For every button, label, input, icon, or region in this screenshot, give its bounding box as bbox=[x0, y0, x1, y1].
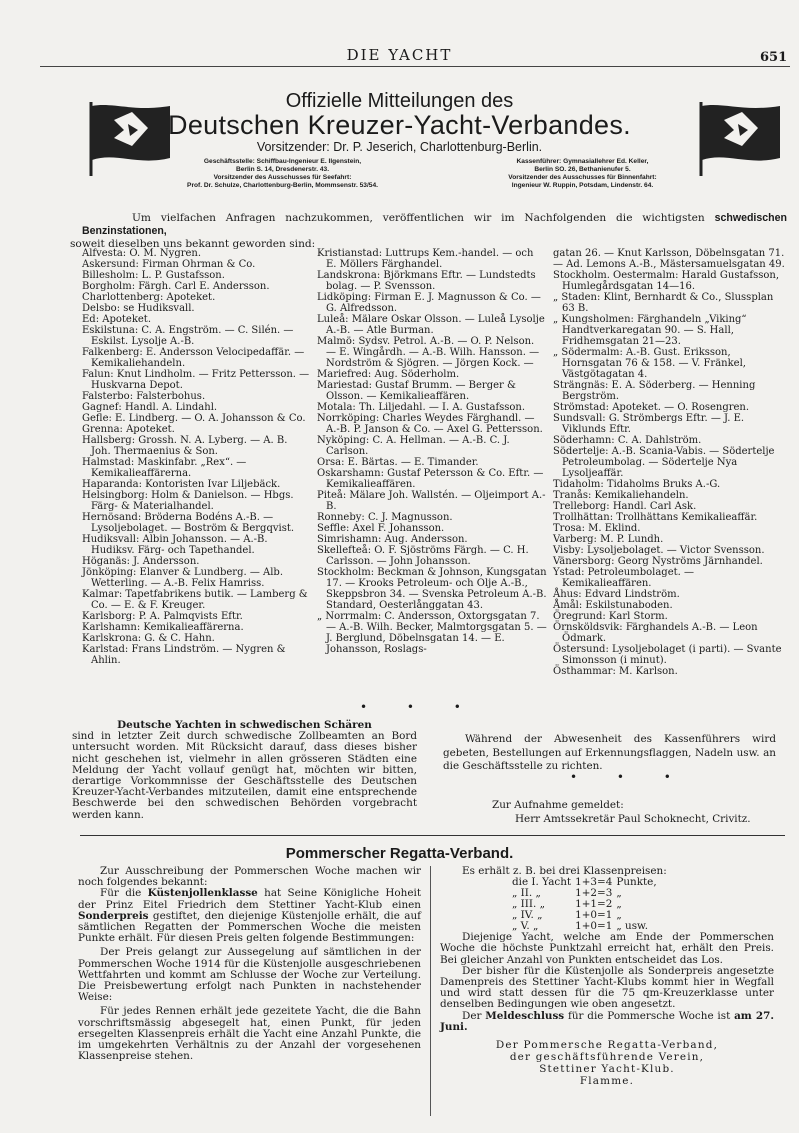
points-calc: 1+1=2 bbox=[575, 898, 613, 911]
station-entry: Östersund: Lysoljebolaget (i parti). — Svante Simonsson (i minut). bbox=[553, 644, 782, 666]
station-entry: Landskrona: Björkmans Eftr. — Lundstedts bolag. — P. Svensson. bbox=[317, 270, 536, 292]
station-entry: Östhammar: M. Karlson. bbox=[553, 666, 678, 677]
station-entry: Eskilstuna: C. A. Engström. — C. Silén. — Eskilst. Lysolje A.-B. bbox=[82, 325, 294, 347]
station-entry: Gagnef: Handl. A. Lindahl. bbox=[82, 402, 218, 413]
station-entry: Seffle: Axel F. Johansson. bbox=[317, 523, 445, 534]
station-entry: Stockholm. Oestermalm: Harald Gustafsson, Humlegårdsgatan 14—16. bbox=[553, 270, 780, 292]
regatta-right-column: Es erhält z. B. bei drei Klassenpreisen: die I. Yacht 1+3=4 Punkte, „ II. „ 1+2=3 „ „ III. „ 1+1=2 „ „ IV. „ 1+0=1 „ „ V. „ 1+0=1 „ usw. Diejenige Yacht, welche am Ende der Pommerschen Woche die höchste Punktzahl erreicht hat, erhält den Preis. Bei gleicher Anzahl von Punkten entscheidet das Los. Der bisher für die Küstenjolle als Sonderpreis angesetzte Damenpreis des Stettiner Yacht-Klubs kommt hier in Wegfall und wird statt dessen für die 75 qm-Kreuzerklasse unter denselben Bedingungen wie oben angesetzt. Der Meldeschluss für die Pommersche Woche ist am 27. Juni. Der Pommersche Regatta-Verband, der geschäftsführende Verein, Stettiner Yacht-Klub. Flamme. bbox=[440, 865, 775, 1088]
station-entry: Varberg: M. P. Lundh. bbox=[553, 534, 664, 545]
station-entry: Skellefteå: O. F. Sjöströms Färgh. — C. H. Carlsson. — John Johansson. bbox=[317, 545, 529, 567]
station-entry: Simrishamn: Aug. Andersson. bbox=[317, 534, 468, 545]
station-entry: Falun: Knut Lindholm. — Fritz Pettersson. — Huskvarna Depot. bbox=[82, 369, 310, 391]
points-calc: 1+2=3 bbox=[575, 887, 613, 900]
station-entry: Mariefred: Aug. Söderholm. bbox=[317, 369, 460, 380]
aufnahme-label: Zur Aufnahme gemeldet: bbox=[492, 799, 624, 811]
masthead-line1: Offizielle Mitteilungen des bbox=[285, 90, 514, 112]
station-entry: „ Norrmalm: C. Andersson, Oxtorgsgatan 7. — A.-B. Wilh. Becker, Malmtorgsgatan 5. — J. Berglund, Döbelnsgatan 14. — E. Johansson, Roslags- bbox=[317, 611, 547, 655]
station-entry: Askersund: Firman Ohrman & Co. bbox=[82, 259, 256, 270]
station-entry: Delsbo: se Hudiksvall. bbox=[82, 303, 195, 314]
station-entry: Charlottenberg: Apoteket. bbox=[82, 292, 216, 303]
station-entry: Kristianstad: Luttrups Kem.-handel. — och E. Möllers Färghandel. bbox=[317, 248, 534, 270]
station-entry: Mariestad: Gustaf Brumm. — Berger & Olsson. — Kemikalieaffären. bbox=[317, 380, 516, 402]
kuestenjollenklasse: Küstenjollenklasse bbox=[147, 887, 258, 900]
header-rule bbox=[40, 66, 790, 67]
station-entry: „ Södermalm: A.-B. Gust. Eriksson, Hornsgatan 76 & 158. — V. Fränkel, Västgötagatan 4. bbox=[553, 347, 746, 380]
station-entry: Piteå: Mälare Joh. Wallstén. — Oljeimport A.-B. bbox=[317, 490, 546, 512]
running-header: DIE YACHT bbox=[346, 46, 453, 64]
station-entry: Helsingborg: Holm & Danielson. — Hbgs. Färg- & Materialhandel. bbox=[82, 490, 294, 512]
points-calc: 1+0=1 bbox=[575, 920, 613, 933]
station-entry: Strömstad: Apoteket. — O. Rosengren. bbox=[553, 402, 750, 413]
station-entry: Karlstad: Frans Lindström. — Nygren & Ahlin. bbox=[82, 644, 286, 666]
aufnahme-name: Herr Amtssekretär Paul Schoknecht, Crivitz. bbox=[515, 813, 751, 825]
regatta-title: Pommerscher Regatta-Verband. bbox=[285, 845, 514, 862]
points-suffix: „ bbox=[616, 909, 622, 922]
points-suffix: „ bbox=[616, 887, 622, 900]
column-rule bbox=[430, 866, 431, 1116]
station-entry: Trosa: M. Eklind. bbox=[553, 523, 641, 534]
station-entry: Hudiksvall: Albin Johansson. — A.-B. Hudiksv. Färg- och Tapethandel. bbox=[82, 534, 268, 556]
station-entry: Höganäs: J. Andersson. bbox=[82, 556, 200, 567]
station-entry: Luleå: Mälare Oskar Olsson. — Luleå Lysolje A.-B. — Atle Burman. bbox=[317, 314, 545, 336]
station-column-2 bbox=[317, 248, 547, 655]
station-entry: Falsterbo: Falsterbohus. bbox=[82, 391, 206, 402]
points-label: „ III. „ bbox=[512, 898, 545, 911]
points-suffix: „ usw. bbox=[616, 920, 649, 933]
station-entry: Tranås: Kemikaliehandeln. bbox=[553, 490, 689, 501]
station-entry: Oskarshamn: Gustaf Petersson & Co. Eftr. — Kemikalieaffären. bbox=[317, 468, 544, 490]
points-label: „ II. „ bbox=[512, 887, 541, 900]
station-entry: Ystad: Petroleumbolaget. — Kemikalieaffären. bbox=[553, 567, 694, 589]
station-entry: Åmål: Eskilstunaboden. bbox=[553, 600, 673, 611]
regatta-left-column: Zur Ausschreibung der Pommerschen Woche machen wir noch folgendes bekannt: Für die Küstenjollenklasse hat Seine Königliche Hoheit der Prinz Eitel Friedrich dem Stettiner Yacht-Klub einen Sonderpreis gestiftet, den diejenige Küstenjolle erhält, die auf sämtlichen Regatten der Pommerschen Woche die meisten Punkte erhält. Für diesen Preis gelten folgende Bestimmungen: Der Preis gelangt zur Aussegelung auf sämtlichen in der Pommerschen Woche 1914 für die Küstenjolle ausgeschriebenen Wettfahrten und kommt am Schlusse der Woche zur Verteilung. Die Preisbewertung erfolgt nach Punkten in nachstehender Weise: Für jedes Rennen erhält jede gezeitete Yacht, die die Bahn vorschriftsmässig abgesegelt hat, einen Punkt, für jeden ersegelten Klassenpreis erhält die Yacht eine Anzahl Punkte, die im umgekehrten Verhältnis zu der Anzahl der vorgesehenen Klassenpreise stehen. bbox=[78, 865, 421, 1063]
station-entry: Åhus: Edvard Lindström. bbox=[553, 589, 680, 600]
station-entry: Nyköping: C. A. Hellman. — A.-B. C. J. Carlson. bbox=[317, 435, 510, 457]
schaeren-notice bbox=[72, 720, 417, 821]
station-entry: Malmö: Sydsv. Petrol. A.-B. — O. P. Nelson. — E. Wingårdh. — A.-B. Wilh. Hansson. — Nordström & Sjögren. — Jörgen Kock. — bbox=[317, 336, 540, 369]
intro-highlight: schwedischen Benzinstationen, bbox=[82, 212, 787, 237]
separator-dots-2: • • • bbox=[570, 770, 689, 784]
station-entry: Hallsberg: Grossh. N. A. Lyberg. — A. B. Joh. Thermaenius & Son. bbox=[82, 435, 288, 457]
station-entry: Norrköping: Charles Weydes Färghandl. — A.-B. P. Janson & Co. — Axel G. Pettersson. bbox=[317, 413, 543, 435]
station-entry: Orsa: E. Bärtas. — E. Timander. bbox=[317, 457, 479, 468]
station-entry: Lidköping: Firman E. J. Magnusson & Co. — G. Alfredsson. bbox=[317, 292, 541, 314]
station-entry: Alfvesta: O. M. Nygren. bbox=[82, 248, 202, 259]
station-entry: gatan 26. — Knut Karlsson, Döbelnsgatan 71. — Ad. Lemons A.-B., Mästersamuelsgatan 49. bbox=[553, 248, 785, 270]
station-column-1 bbox=[82, 248, 310, 666]
station-entry: Öregrund: Karl Storm. bbox=[553, 611, 668, 622]
station-entry: Örnsköldsvik: Färghandels A.-B. — Leon Ödmark. bbox=[553, 622, 758, 644]
station-entry: Ed: Apoteket. bbox=[82, 314, 152, 325]
station-entry: Billesholm: L. P. Gustafsson. bbox=[82, 270, 225, 281]
station-entry: Trelleborg: Handl. Carl Ask. bbox=[553, 501, 697, 512]
schaeren-heading: Deutsche Yachten in schwedischen Schären bbox=[117, 719, 372, 731]
station-entry: Kalmar: Tapetfabrikens butik. — Lamberg & Co. — E. & F. Kreuger. bbox=[82, 589, 308, 611]
station-entry: Tidaholm: Tidaholms Bruks A.-G. bbox=[553, 479, 721, 490]
station-entry: Ronneby: C. J. Magnusson. bbox=[317, 512, 453, 523]
station-column-3 bbox=[553, 248, 785, 677]
points-suffix: Punkte, bbox=[616, 876, 657, 889]
station-entry: Visby: Lysoljebolaget. — Victor Svensson. bbox=[553, 545, 765, 556]
regatta-signature: Der Pommersche Regatta-Verband, der geschäftsführende Verein, Stettiner Yacht-Klub. Flamme. bbox=[495, 1039, 719, 1088]
station-entry: Haparanda: Kontoristen Ivar Liljebäck. bbox=[82, 479, 281, 490]
station-entry: Karlsborg: P. A. Palmqvists Eftr. bbox=[82, 611, 243, 622]
station-entry: Karlshamn: Kemikalieaffärerna. bbox=[82, 622, 244, 633]
separator-dots: • • • bbox=[360, 700, 479, 714]
station-entry: Gefle: E. Lindberg. — O. A. Johansson & Co. bbox=[82, 413, 306, 424]
station-entry: Jönköping: Elanver & Lundberg. — Alb. Wetterling. — A.-B. Felix Hamriss. bbox=[82, 567, 284, 589]
station-entry: Motala: Th. Liljedahl. — I. A. Gustafsson. bbox=[317, 402, 526, 413]
station-entry: Karlskrona: G. & C. Hahn. bbox=[82, 633, 215, 644]
station-entry: „ Staden: Klint, Bernhardt & Co., Slussplan 63 B. bbox=[553, 292, 774, 314]
station-entry: Söderhamn: C. A. Dahlström. bbox=[553, 435, 702, 446]
sonderpreis: Sonderpreis bbox=[78, 909, 149, 922]
masthead-chair: Vorsitzender: Dr. P. Jeserich, Charlottenburg-Berlin. bbox=[256, 140, 543, 154]
station-entry: Halmstad: Maskinfabr. „Rex“. — Kemikalieaffärerna. bbox=[82, 457, 247, 479]
points-calc: 1+3=4 bbox=[575, 876, 613, 889]
points-table bbox=[510, 877, 659, 932]
station-entry: Stockholm: Beckman & Johnson, Kungsgatan 17. — Krooks Petroleum- och Olje A.-B., Skeppsbron 34. — Svenska Petroleum A.-B. Standard, Oesterlånggatan 43. bbox=[317, 567, 547, 611]
points-label: die I. Yacht bbox=[512, 876, 572, 889]
officers-left: Geschäftsstelle: Schiffbau-Ingenieur E. Ilgenstein, Berlin S. 14, Dresdenerstr. 43. Vorsitzender des Ausschusses für Seefahrt: Prof. Dr. Schulze, Charlottenburg-Berlin, Mommsenstr. 53/54. bbox=[187, 158, 378, 189]
station-entry: Sundsvall: G. Strömbergs Eftr. — J. E. Viklunds Eftr. bbox=[553, 413, 745, 435]
station-entry: Trollhättan: Trollhättans Kemikalieaffär. bbox=[553, 512, 758, 523]
station-entry: „ Kungsholmen: Färghandeln „Viking“ Handtverkaregatan 90. — S. Hall, Fridhemsgatan 21—23. bbox=[553, 314, 747, 347]
station-entry: Vänersborg: Georg Nyströms Järnhandel. bbox=[553, 556, 763, 567]
station-entry: Södertelje: A.-B. Scania-Vabis. — Södertelje Petroleumbolag. — Södertelje Nya Lysoljeaffär. bbox=[553, 446, 775, 479]
station-entry: Hernösand: Bröderna Bodéns A.-B. — Lysoljebolaget. — Boström & Bergqvist. bbox=[82, 512, 295, 534]
kasse-notice: Während der Abwesenheit des Kassenführers wird gebeten, Bestellungen auf Erkennungsflaggen, Nadeln usw. an die Geschäftsstelle zu richten. bbox=[443, 733, 776, 773]
points-calc: 1+0=1 bbox=[575, 909, 613, 922]
page-number: 651 bbox=[760, 50, 788, 65]
points-label: „ IV. „ bbox=[512, 909, 543, 922]
points-label: „ V. „ bbox=[512, 920, 539, 933]
points-suffix: „ bbox=[616, 898, 622, 911]
station-entry: Falkenberg: E. Andersson Velocipedaffär. — Kemikaliehandeln. bbox=[82, 347, 305, 369]
meldeschluss: Meldeschluss bbox=[485, 1009, 565, 1022]
schaeren-text: sind in letzter Zeit durch schwedische Zollbeamten an Bord untersucht worden. Mit Rücksicht darauf, dass dieses bisher nicht geschehen ist, vielmehr in allen grösseren Städten eine Meldung der Yacht vollauf genügt hat, möchten wir bitten, derartige Vorkommnisse der Geschäftsstelle des Deutschen Kreuzer-Yacht-Verbandes mitzuteilen, damit eine entsprechende Beschwerde bei den schwedischen Behörden vorgebracht werden kann. bbox=[72, 730, 417, 821]
station-entry: Grenna: Apoteket. bbox=[82, 424, 175, 435]
section-rule bbox=[80, 835, 785, 836]
station-entry: Strängnäs: E. A. Söderberg. — Henning Bergström. bbox=[553, 380, 756, 402]
intro-paragraph: Um vielfachen Anfragen nachzukommen, veröffentlichen wir im Nachfolgenden die wichtigsten schwedischen Benzinstationen, soweit dieselben uns bekannt geworden sind: bbox=[70, 212, 787, 250]
officers-right: Kassenführer: Gymnasiallehrer Ed. Keller, Berlin SO. 26, Bethanienufer 5. Vorsitzender des Ausschusses für Binnenfahrt: Ingenieur W. Ruppin, Potsdam, Lindenstr. 64. bbox=[508, 158, 657, 189]
station-entry: Borgholm: Färgh. Carl E. Andersson. bbox=[82, 281, 270, 292]
masthead-title: Deutschen Kreuzer-Yacht-Verbandes. bbox=[168, 110, 631, 140]
